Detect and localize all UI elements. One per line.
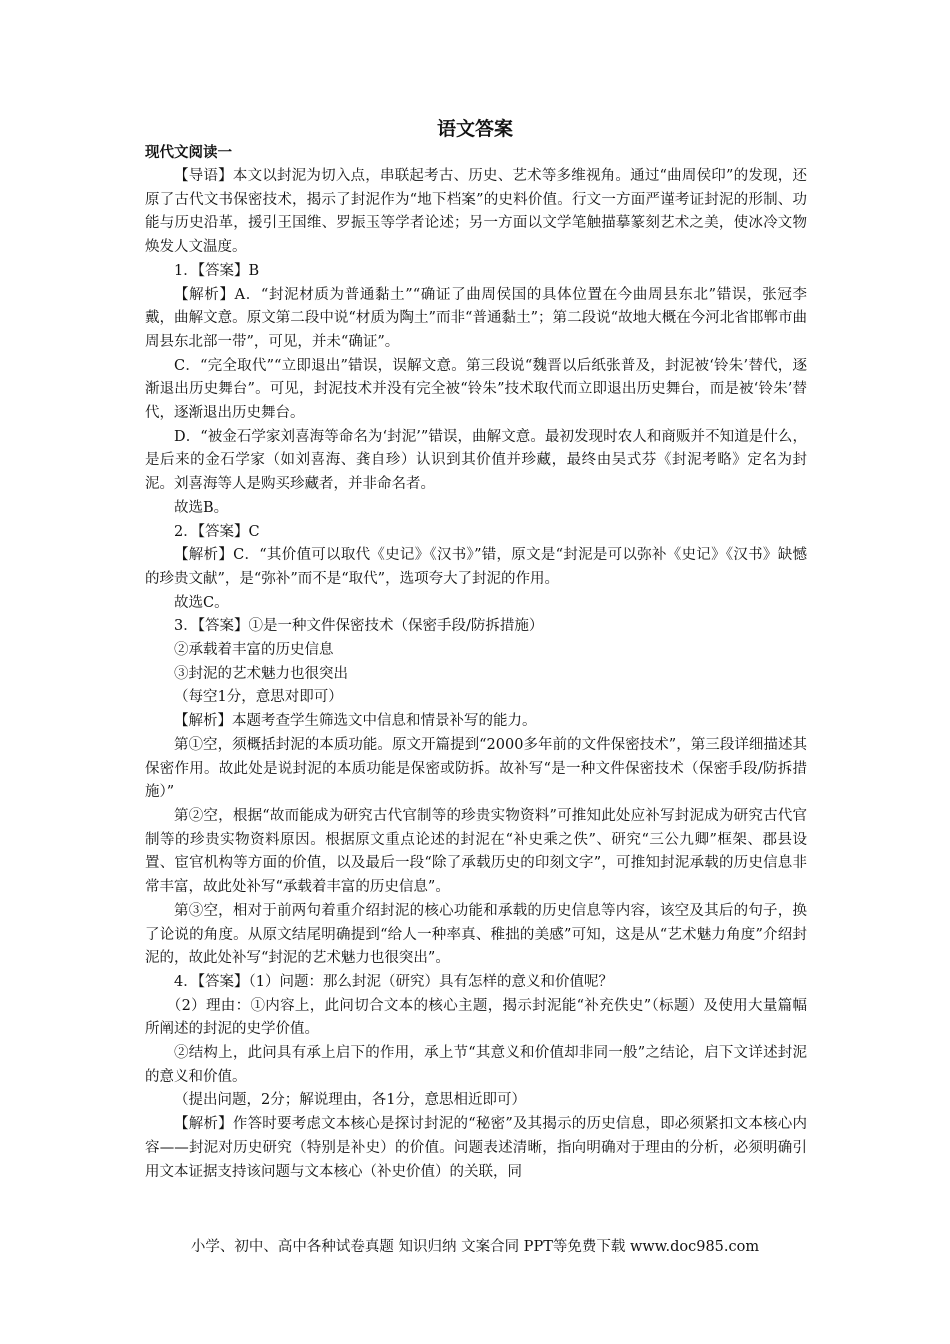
analysis-2: 【解析】C．“其价值可以取代《史记》《汉书》”错，原文是“封泥是可以弥补《史记》《汉书》缺憾的珍贵文献”，是“弥补”而不是“取代”，选项夸大了封泥的作用。	[145, 547, 807, 587]
analysis-1-d: D．“被金石学家刘喜海等命名为‘封泥’”错误，曲解文意。最初发现时农人和商贩并不知道是什么，是后来的金石学家（如刘喜海、龚自珍）认识到其价值并珍藏，最终由吴式芬《封泥考略》定名为封泥。刘喜海等人是购买珍藏者，并非命名者。	[145, 428, 807, 493]
answer-3-item-3: ③封泥的艺术魅力也很突出	[174, 665, 348, 682]
answer-3: 3．【答案】①是一种文件保密技术（保密手段/防拆措施）	[174, 618, 544, 635]
analysis-3: 【解析】本题考查学生筛选文中信息和情景补写的能力。	[174, 713, 537, 730]
answer-4-reason: （2）理由：①内容上，此问切合文本的核心主题，揭示封泥能“补充佚史”（标题）及使用大量篇幅所阐述的封泥的史学价值。	[145, 997, 807, 1038]
section-heading: 现代文阅读一	[145, 145, 232, 161]
conclusion-1: 故选B。	[174, 499, 229, 516]
scoring-note-4: （提出问题，2分；解说理由，各1分，意思相近即可）	[174, 1092, 526, 1109]
answer-4: 4．【答案】（1）问题：那么封泥（研究）具有怎样的意义和价值呢？	[174, 973, 613, 990]
analysis-3-blank-2: 第②空，根据“故而能成为研究古代官制等的珍贵实物资料”可推知此处应补写封泥成为研究古代官制等的珍贵实物资料原因。根据原文重点论述的封泥在“补史乘之佚”、研究“三公九卿”框架、郡县设置、宦官机构等方面的价值，以及最后一段“除了承载历史的印刻文字”，可推知封泥承载的历史信息非常丰富，故此处补写“承载着丰富的历史信息”。	[145, 807, 807, 896]
answer-3-item-2: ②承载着丰富的历史信息	[174, 642, 334, 659]
page-title: 语文答案	[436, 118, 513, 140]
answer-1: 1．【答案】B	[174, 262, 260, 279]
intro-paragraph: 【导语】本文以封泥为切入点，串联起考古、历史、艺术等多维视角。通过“曲周侯印”的发现，还原了古代文书保密技术，揭示了封泥作为“地下档案”的史料价值。行文一方面严谨考证封泥的形制、功能与历史沿革，援引王国维、罗振玉等学者论述；另一方面以文学笔触描摹篆刻艺术之美，使冰冷文物焕发人文温度。	[145, 168, 807, 256]
answer-2: 2．【答案】C	[174, 523, 260, 540]
conclusion-2: 故选C。	[174, 594, 229, 611]
analysis-1-a: 【解析】A．“封泥材质为普通黏土”“确证了曲周侯国的具体位置在今曲周县东北”错误，张冠李戴，曲解文意。原文第二段中说“材质为陶土”而非“普通黏土”；第二段说“故地大概在今河北省邯郸市曲周县东北部一带”，可见，并未“确证”。	[145, 286, 807, 350]
analysis-3-blank-3: 第③空，相对于前两句着重介绍封泥的核心功能和承载的历史信息等内容，该空及其后的句子，换了论说的角度。从原文结尾明确提到“给人一种率真、稚拙的美感”可知，这是从“艺术魅力角度”介绍封泥的，故此处补写“封泥的艺术魅力也很突出”。	[145, 902, 807, 967]
answer-4-structure: ②结构上，此问具有承上启下的作用，承上节“其意义和价值却非同一般”之结论，启下文详述封泥的意义和价值。	[145, 1045, 807, 1085]
document-body	[145, 165, 807, 1184]
page-footer: 小学、初中、高中各种试卷真题 知识归纳 文案合同 PPT等免费下载 www.doc985.com	[190, 1239, 760, 1255]
scoring-note-3: （每空1分，意思对即可）	[174, 689, 343, 706]
analysis-4: 【解析】作答时要考虑文本核心是探讨封泥的“秘密”及其揭示的历史信息，即必须紧扣文本核心内容——封泥对历史研究（特别是补史）的价值。问题表述清晰，指向明确对于理由的分析，必须明确引用文本证据支持该问题与文本核心（补史价值）的关联，同	[145, 1116, 807, 1180]
analysis-3-blank-1: 第①空，须概括封泥的本质功能。原文开篇提到“2000多年前的文件保密技术”，第三段详细描述其保密作用。故此处是说封泥的本质功能是保密或防拆。故补写“是一种文件保密技术（保密手段/防拆措施）”	[145, 736, 807, 801]
analysis-1-c: C．“完全取代”“立即退出”错误，误解文意。第三段说“魏晋以后纸张普及，封泥被‘铃朱’替代，逐渐退出历史舞台”。可见，封泥技术并没有完全被“铃朱”技术取代而立即退出历史舞台，而是被‘铃朱’替代，逐渐退出历史舞台。	[145, 357, 807, 422]
